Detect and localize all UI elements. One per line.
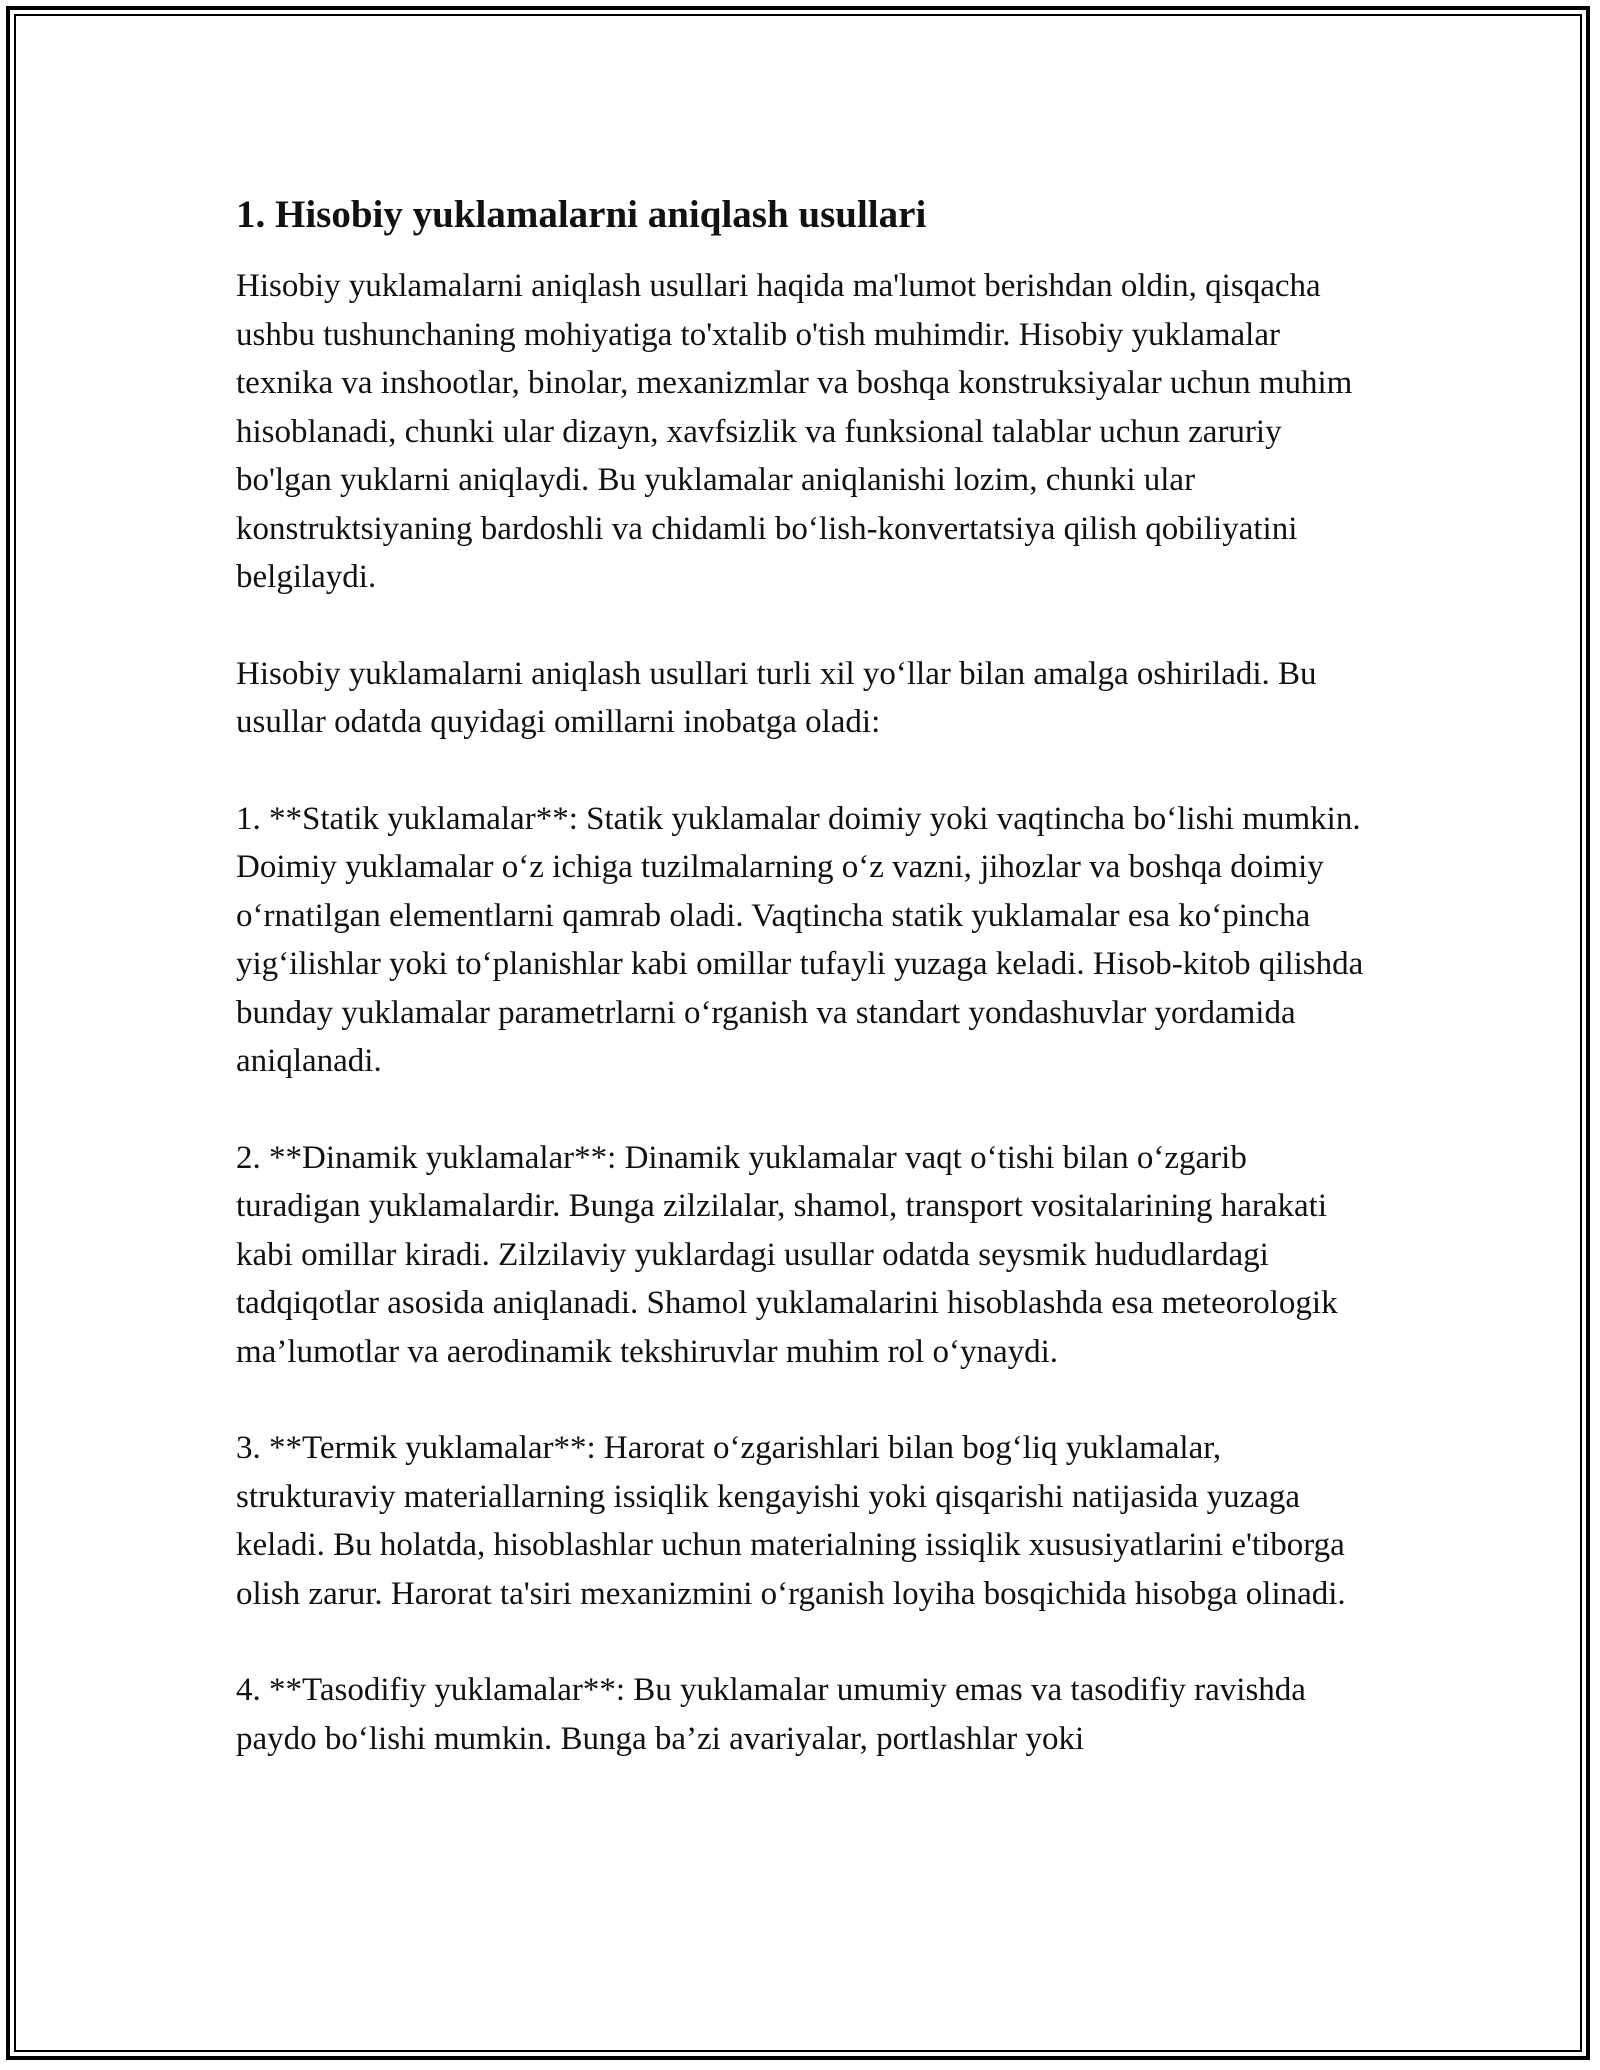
document-body bbox=[236, 190, 1366, 1811]
thermal-loads-paragraph: 3. **Termik yuklamalar**: Harorat o‘zgarishlari bilan bog‘liq yuklamalar, strukturaviy materiallarning issiqlik kengayishi yoki qisqarishi natijasida yuzaga keladi. Bu holatda, hisoblashlar uchun materialning issiqlik xususiyatlarini e'tiborga olish zarur. Harorat ta'siri mexanizmini o‘rganish loyiha bosqichida hisobga olinadi. bbox=[236, 1430, 1346, 1612]
dynamic-loads-paragraph: 2. **Dinamik yuklamalar**: Dinamik yuklamalar vaqt o‘tishi bilan o‘zgarib turadigan yuklamalardir. Bunga zilzilalar, shamol, transport vositalarining harakati kabi omillar kiradi. Zilzilaviy yuklardagi usullar odatda seysmik hududlardagi tadqiqotlar asosida aniqlanadi. Shamol yuklamalarini hisoblashda esa meteorologik ma’lumotlar va aerodinamik tekshiruvlar muhim rol o‘ynaydi. bbox=[236, 1139, 1338, 1370]
methods-paragraph: Hisobiy yuklamalarni aniqlash usullari turli xil yo‘llar bilan amalga oshiriladi. Bu usullar odatda quyidagi omillarni inobatga oladi: bbox=[236, 655, 1317, 740]
random-loads-paragraph: 4. **Tasodifiy yuklamalar**: Bu yuklamalar umumiy emas va tasodifiy ravishda paydo bo‘lishi mumkin. Bunga ba’zi avariyalar, portlashlar yoki bbox=[236, 1672, 1306, 1757]
intro-paragraph: Hisobiy yuklamalarni aniqlash usullari haqida ma'lumot berishdan oldin, qisqacha ushbu tushunchaning mohiyatiga to'xtalib o'tish muhimdir. Hisobiy yuklamalar texnika va inshootlar, binolar, mexanizmlar va boshqa konstruksiyalar uchun muhim hisoblanadi, chunki ular dizayn, xavfsizlik va funksional talablar uchun zaruriy bo'lgan yuklarni aniqlaydi. Bu yuklamalar aniqlanishi lozim, chunki ular konstruktsiyaning bardoshli va chidamli bo‘lish-konvertatsiya qilish qobiliyatini belgilaydi. bbox=[236, 268, 1353, 595]
static-loads-paragraph: 1. **Statik yuklamalar**: Statik yuklamalar doimiy yoki vaqtincha bo‘lishi mumkin. Doimiy yuklamalar o‘z ichiga tuzilmalarning o‘z vazni, jihozlar va boshqa doimiy o‘rnatilgan elementlarni qamrab oladi. Vaqtincha statik yuklamalar esa ko‘pincha yig‘ilishlar yoki to‘planishlar kabi omillar tufayli yuzaga keladi. Hisob-kitob qilishda bunday yuklamalar parametrlarni o‘rganish va standart yondashuvlar yordamida aniqlanadi. bbox=[236, 800, 1364, 1079]
section-heading: 1. Hisobiy yuklamalarni aniqlash usullari bbox=[236, 193, 927, 236]
